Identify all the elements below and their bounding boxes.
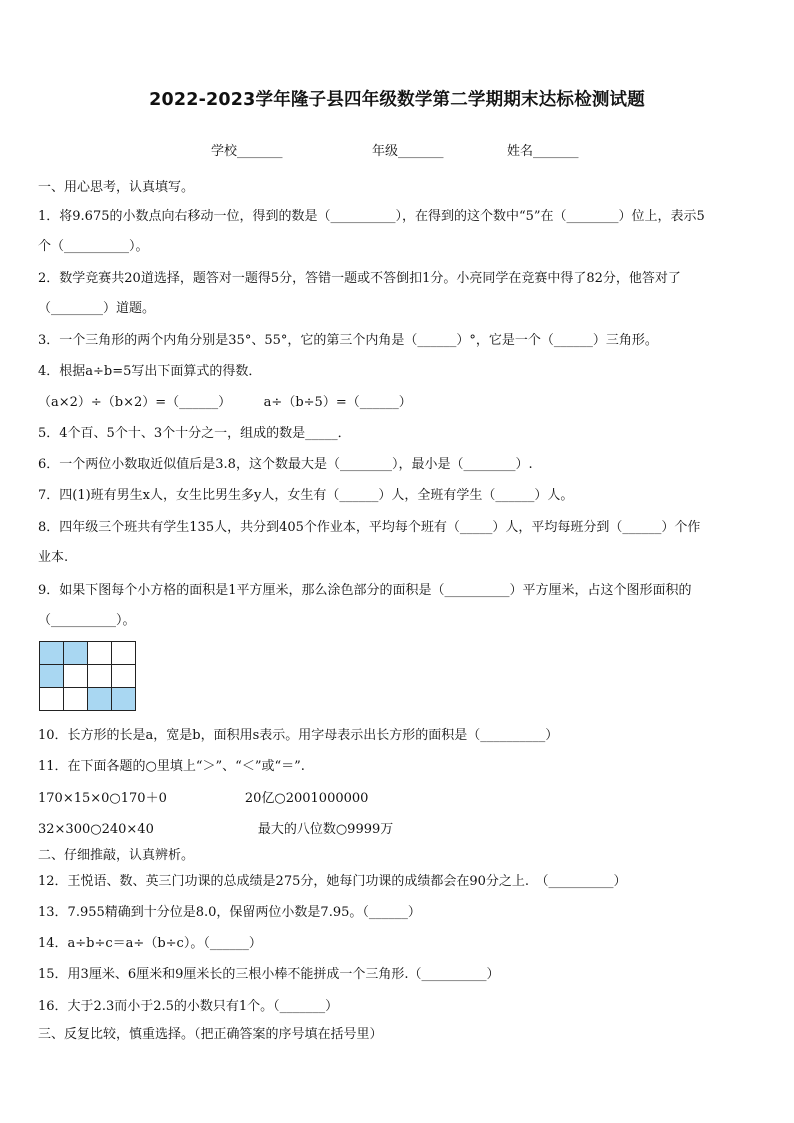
question-5: 5．4个百、5个十、3个十分之一，组成的数是_____．: [38, 426, 351, 441]
section-2-heading: 二、仔细推敲，认真辨析。: [38, 848, 195, 863]
question-8-line-2: 业本.: [38, 550, 69, 565]
question-16: 16．大于2.3而小于2.5的小数只有1个。（_______）: [38, 999, 339, 1014]
grid-cell-shaded: [64, 642, 88, 665]
question-9-line-1: 9．如果下图每个小方格的面积是1平方厘米，那么涂色部分的面积是（__________）平方厘米，占这个图形面积的: [38, 583, 692, 598]
grid-cell-shaded: [40, 665, 64, 688]
grid-cell: [64, 665, 88, 688]
question-13: 13．7.955精确到十分位是8.0，保留两位小数是7.95。（______）: [38, 905, 421, 920]
school-field: 学校_______: [211, 144, 283, 159]
question-4-items: （a×2）÷（b×2）=（______） a÷（b÷5）=（______）: [38, 395, 412, 410]
grid-cell-shaded: [112, 688, 136, 711]
question-11-row-1: 170×15×0○170＋0 20亿○2001000000: [38, 791, 369, 806]
grid-cell-shaded: [88, 688, 112, 711]
question-1-line-1: 1．将9.675的小数点向右移动一位，得到的数是（__________），在得到的这个数中“5”在（________）位上，表示5: [38, 209, 705, 224]
question-3: 3．一个三角形的两个内角分别是35°、55°，它的第三个内角是（______）°，它是一个（______）三角形。: [38, 333, 658, 348]
question-9-line-2: （__________）。: [38, 613, 136, 628]
question-10: 10．长方形的长是a，宽是b，面积用s表示。用字母表示出长方形的面积是（__________）: [38, 728, 559, 743]
question-14: 14．a÷b÷c＝a÷（b÷c）。（______）: [38, 936, 262, 951]
grid-cell: [88, 665, 112, 688]
section-1-heading: 一、用心思考，认真填写。: [38, 180, 195, 195]
grid-cell: [112, 642, 136, 665]
question-2-line-2: （________）道题。: [38, 301, 156, 316]
question-2-line-1: 2．数学竞赛共20道选择，题答对一题得5分，答错一题或不答倒扣1分。小亮同学在竞赛中得了82分，他答对了: [38, 271, 681, 286]
question-15: 15．用3厘米、6厘米和9厘米长的三根小棒不能拼成一个三角形.（__________）: [38, 967, 500, 982]
grade-field: 年级_______: [372, 144, 444, 159]
question-6: 6．一个两位小数取近似值后是3.8，这个数最大是（________），最小是（________）.: [38, 457, 533, 472]
page-title: 2022-2023学年隆子县四年级数学第二学期期末达标检测试题: [149, 90, 645, 110]
grid-cell: [88, 642, 112, 665]
question-8-line-1: 8．四年级三个班共有学生135人，共分到405个作业本，平均每个班有（_____）人，平均每班分到（______）个作: [38, 520, 701, 535]
grid-cell: [64, 688, 88, 711]
question-7: 7．四(1)班有男生x人，女生比男生多y人，女生有（______）人，全班有学生（______）人。: [38, 488, 574, 503]
question-1-line-2: 个（__________）。: [38, 239, 149, 254]
grid-cell: [112, 665, 136, 688]
grid-cell-shaded: [40, 642, 64, 665]
name-field: 姓名_______: [507, 144, 579, 159]
section-3-heading: 三、反复比较，慎重选择。（把正确答案的序号填在括号里）: [38, 1027, 383, 1042]
question-12: 12．王悦语、数、英三门功课的总成绩是275分，她每门功课的成绩都会在90分之上. （__________）: [38, 874, 627, 889]
question-11: 11．在下面各题的○里填上“＞”、“＜”或“＝”.: [38, 759, 305, 774]
shaded-grid-figure: [39, 641, 136, 711]
question-11-row-2: 32×300○240×40 最大的八位数○9999万: [38, 822, 394, 837]
grid-cell: [40, 688, 64, 711]
question-4: 4．根据a÷b=5写出下面算式的得数．: [38, 364, 262, 379]
